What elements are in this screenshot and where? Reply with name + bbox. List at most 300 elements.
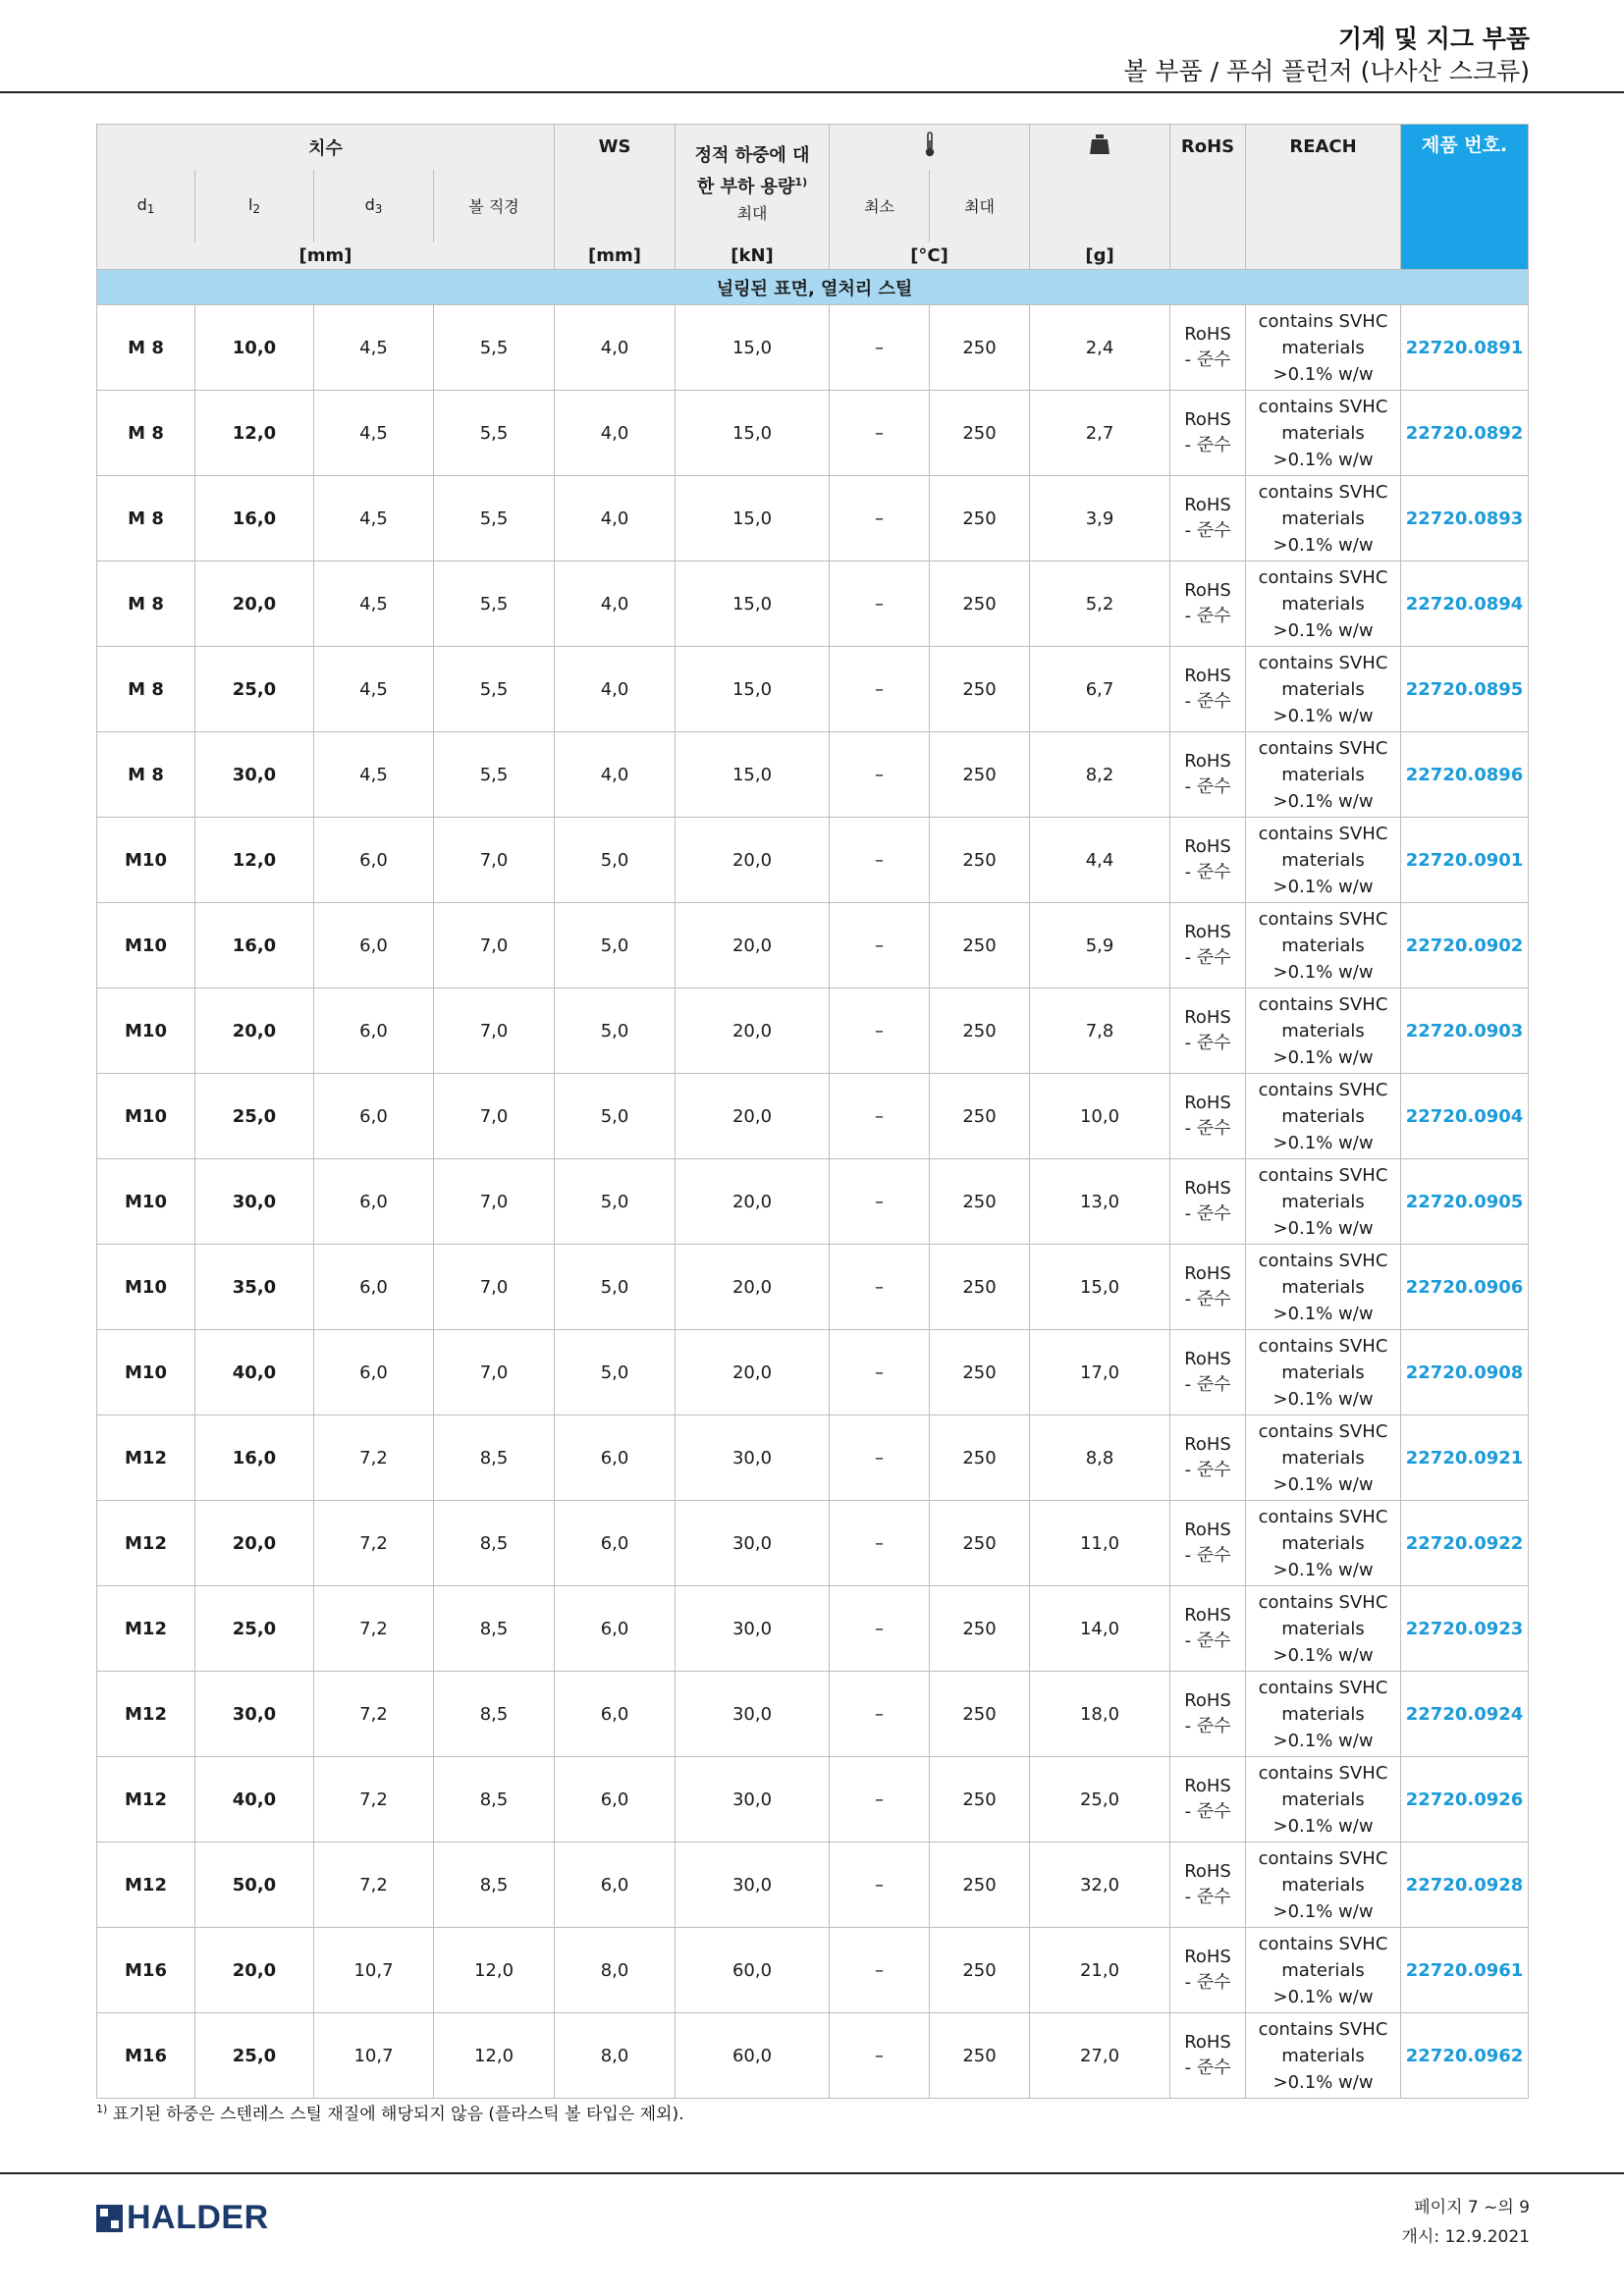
cell-d3: 6,0 bbox=[314, 903, 434, 988]
table-row bbox=[97, 903, 1529, 988]
part-number-header: 제품 번호. bbox=[1401, 125, 1529, 270]
table-row bbox=[97, 1330, 1529, 1415]
cell-weight: 7,8 bbox=[1030, 988, 1170, 1074]
cell-d1: M 8 bbox=[97, 647, 195, 732]
cell-l2: 25,0 bbox=[195, 1586, 314, 1672]
cell-weight: 11,0 bbox=[1030, 1501, 1170, 1586]
cell-d3: 6,0 bbox=[314, 1245, 434, 1330]
cell-weight: 14,0 bbox=[1030, 1586, 1170, 1672]
cell-ball-diameter: 12,0 bbox=[434, 2013, 555, 2099]
cell-l2: 30,0 bbox=[195, 1672, 314, 1757]
part-number-link[interactable]: 22720.0891 bbox=[1401, 305, 1529, 391]
cell-ws: 4,0 bbox=[555, 647, 676, 732]
table-row bbox=[97, 1159, 1529, 1245]
document-subtitle: 볼 부품 / 푸쉬 플런저 (나사산 스크류) bbox=[1123, 57, 1530, 85]
cell-d1: M12 bbox=[97, 1586, 195, 1672]
part-number-link[interactable]: 22720.0921 bbox=[1401, 1415, 1529, 1501]
cell-temp-min: – bbox=[830, 1245, 930, 1330]
header-divider bbox=[0, 91, 1624, 93]
halder-logo: HALDER bbox=[96, 2199, 269, 2237]
cell-d1: M10 bbox=[97, 1159, 195, 1245]
cell-ws: 6,0 bbox=[555, 1586, 676, 1672]
cell-d3: 6,0 bbox=[314, 1074, 434, 1159]
cell-d3: 7,2 bbox=[314, 1415, 434, 1501]
cell-reach: contains SVHC materials >0.1% w/w bbox=[1246, 818, 1401, 903]
cell-weight: 6,7 bbox=[1030, 647, 1170, 732]
cell-reach: contains SVHC materials >0.1% w/w bbox=[1246, 1586, 1401, 1672]
cell-d3: 10,7 bbox=[314, 2013, 434, 2099]
cell-reach: contains SVHC materials >0.1% w/w bbox=[1246, 561, 1401, 647]
temperature-header bbox=[830, 125, 1030, 170]
cell-weight: 25,0 bbox=[1030, 1757, 1170, 1842]
cell-ball-diameter: 7,0 bbox=[434, 1245, 555, 1330]
cell-weight: 17,0 bbox=[1030, 1330, 1170, 1415]
cell-load: 15,0 bbox=[676, 647, 830, 732]
cell-load: 30,0 bbox=[676, 1586, 830, 1672]
cell-rohs: RoHS - 준수 bbox=[1170, 305, 1246, 391]
cell-ball-diameter: 5,5 bbox=[434, 561, 555, 647]
cell-temp-max: 250 bbox=[930, 988, 1030, 1074]
cell-temp-min: – bbox=[830, 988, 930, 1074]
cell-weight: 32,0 bbox=[1030, 1842, 1170, 1928]
table-row bbox=[97, 305, 1529, 391]
table-row bbox=[97, 1501, 1529, 1586]
cell-temp-max: 250 bbox=[930, 1074, 1030, 1159]
cell-reach: contains SVHC materials >0.1% w/w bbox=[1246, 1415, 1401, 1501]
cell-load: 20,0 bbox=[676, 903, 830, 988]
l2-header: $l_2$ bbox=[195, 170, 314, 242]
cell-l2: 35,0 bbox=[195, 1245, 314, 1330]
cell-weight: 21,0 bbox=[1030, 1928, 1170, 2013]
cell-d3: 4,5 bbox=[314, 391, 434, 476]
cell-load: 20,0 bbox=[676, 1245, 830, 1330]
cell-d1: M10 bbox=[97, 1330, 195, 1415]
cell-d3: 7,2 bbox=[314, 1586, 434, 1672]
cell-rohs: RoHS - 준수 bbox=[1170, 1842, 1246, 1928]
cell-reach: contains SVHC materials >0.1% w/w bbox=[1246, 1672, 1401, 1757]
cell-ball-diameter: 7,0 bbox=[434, 818, 555, 903]
halder-logo-icon bbox=[96, 2205, 123, 2232]
cell-d3: 6,0 bbox=[314, 818, 434, 903]
cell-load: 20,0 bbox=[676, 1159, 830, 1245]
cell-ball-diameter: 8,5 bbox=[434, 1842, 555, 1928]
cell-temp-min: – bbox=[830, 476, 930, 561]
part-number-link[interactable]: 22720.0901 bbox=[1401, 818, 1529, 903]
cell-temp-max: 250 bbox=[930, 732, 1030, 818]
cell-d3: 6,0 bbox=[314, 988, 434, 1074]
cell-weight: 8,2 bbox=[1030, 732, 1170, 818]
cell-d3: 4,5 bbox=[314, 305, 434, 391]
part-number-link[interactable]: 22720.0894 bbox=[1401, 561, 1529, 647]
cell-reach: contains SVHC materials >0.1% w/w bbox=[1246, 732, 1401, 818]
cell-load: 30,0 bbox=[676, 1672, 830, 1757]
cell-temp-min: – bbox=[830, 1928, 930, 2013]
part-number-link[interactable]: 22720.0904 bbox=[1401, 1074, 1529, 1159]
cell-ws: 8,0 bbox=[555, 1928, 676, 2013]
cell-temp-min: – bbox=[830, 391, 930, 476]
cell-rohs: RoHS - 준수 bbox=[1170, 1928, 1246, 2013]
cell-rohs: RoHS - 준수 bbox=[1170, 818, 1246, 903]
part-number-link[interactable]: 22720.0906 bbox=[1401, 1245, 1529, 1330]
cell-temp-min: – bbox=[830, 561, 930, 647]
cell-rohs: RoHS - 준수 bbox=[1170, 1159, 1246, 1245]
cell-l2: 30,0 bbox=[195, 1159, 314, 1245]
table-row bbox=[97, 988, 1529, 1074]
load-unit: [kN] bbox=[676, 242, 830, 270]
cell-ball-diameter: 5,5 bbox=[434, 647, 555, 732]
cell-temp-min: – bbox=[830, 1159, 930, 1245]
table-row bbox=[97, 1672, 1529, 1757]
part-number-link[interactable]: 22720.0905 bbox=[1401, 1159, 1529, 1245]
cell-weight: 3,9 bbox=[1030, 476, 1170, 561]
part-number-link[interactable]: 22720.0908 bbox=[1401, 1330, 1529, 1415]
cell-ws: 6,0 bbox=[555, 1501, 676, 1586]
cell-load: 30,0 bbox=[676, 1842, 830, 1928]
cell-rohs: RoHS - 준수 bbox=[1170, 1245, 1246, 1330]
cell-reach: contains SVHC materials >0.1% w/w bbox=[1246, 647, 1401, 732]
part-number-link[interactable]: 22720.0926 bbox=[1401, 1757, 1529, 1842]
cell-d1: M12 bbox=[97, 1672, 195, 1757]
cell-weight: 13,0 bbox=[1030, 1159, 1170, 1245]
cell-load: 30,0 bbox=[676, 1757, 830, 1842]
weight-unit: [g] bbox=[1030, 242, 1170, 270]
cell-temp-max: 250 bbox=[930, 305, 1030, 391]
cell-d1: M12 bbox=[97, 1415, 195, 1501]
table-row bbox=[97, 1842, 1529, 1928]
cell-ws: 5,0 bbox=[555, 1245, 676, 1330]
cell-ws: 4,0 bbox=[555, 305, 676, 391]
cell-reach: contains SVHC materials >0.1% w/w bbox=[1246, 1330, 1401, 1415]
cell-rohs: RoHS - 준수 bbox=[1170, 1330, 1246, 1415]
cell-weight: 18,0 bbox=[1030, 1672, 1170, 1757]
cell-reach: contains SVHC materials >0.1% w/w bbox=[1246, 2013, 1401, 2099]
cell-weight: 27,0 bbox=[1030, 2013, 1170, 2099]
cell-temp-min: – bbox=[830, 732, 930, 818]
ws-unit: [mm] bbox=[555, 242, 676, 270]
cell-weight: 5,9 bbox=[1030, 903, 1170, 988]
cell-d1: M 8 bbox=[97, 732, 195, 818]
cell-temp-max: 250 bbox=[930, 1159, 1030, 1245]
cell-weight: 2,7 bbox=[1030, 391, 1170, 476]
cell-l2: 12,0 bbox=[195, 391, 314, 476]
table-row bbox=[97, 818, 1529, 903]
cell-rohs: RoHS - 준수 bbox=[1170, 1586, 1246, 1672]
cell-d3: 7,2 bbox=[314, 1842, 434, 1928]
ball-diameter-header: 볼 직경 bbox=[434, 170, 555, 242]
cell-weight: 2,4 bbox=[1030, 305, 1170, 391]
cell-rohs: RoHS - 준수 bbox=[1170, 476, 1246, 561]
cell-ball-diameter: 7,0 bbox=[434, 1159, 555, 1245]
cell-ball-diameter: 8,5 bbox=[434, 1757, 555, 1842]
ws-header: WS bbox=[555, 125, 676, 170]
cell-rohs: RoHS - 준수 bbox=[1170, 391, 1246, 476]
cell-ball-diameter: 8,5 bbox=[434, 1415, 555, 1501]
cell-rohs: RoHS - 준수 bbox=[1170, 903, 1246, 988]
part-number-link[interactable]: 22720.0902 bbox=[1401, 903, 1529, 988]
table-row bbox=[97, 647, 1529, 732]
cell-d1: M10 bbox=[97, 988, 195, 1074]
cell-l2: 25,0 bbox=[195, 647, 314, 732]
cell-weight: 15,0 bbox=[1030, 1245, 1170, 1330]
cell-temp-max: 250 bbox=[930, 391, 1030, 476]
cell-temp-max: 250 bbox=[930, 561, 1030, 647]
cell-l2: 10,0 bbox=[195, 305, 314, 391]
cell-temp-max: 250 bbox=[930, 476, 1030, 561]
cell-d1: M12 bbox=[97, 1757, 195, 1842]
table-row bbox=[97, 561, 1529, 647]
cell-ws: 5,0 bbox=[555, 988, 676, 1074]
cell-temp-max: 250 bbox=[930, 1586, 1030, 1672]
cell-d1: M12 bbox=[97, 1501, 195, 1586]
cell-temp-min: – bbox=[830, 1330, 930, 1415]
cell-temp-max: 250 bbox=[930, 1757, 1030, 1842]
cell-d3: 4,5 bbox=[314, 732, 434, 818]
cell-load: 60,0 bbox=[676, 1928, 830, 2013]
cell-d1: M 8 bbox=[97, 305, 195, 391]
cell-ws: 8,0 bbox=[555, 2013, 676, 2099]
cell-ball-diameter: 7,0 bbox=[434, 1074, 555, 1159]
issue-date: 개시: 12.9.2021 bbox=[1401, 2227, 1530, 2247]
cell-d1: M12 bbox=[97, 1842, 195, 1928]
cell-reach: contains SVHC materials >0.1% w/w bbox=[1246, 1842, 1401, 1928]
cell-temp-min: – bbox=[830, 2013, 930, 2099]
cell-d1: M 8 bbox=[97, 561, 195, 647]
cell-ws: 6,0 bbox=[555, 1415, 676, 1501]
cell-ws: 5,0 bbox=[555, 903, 676, 988]
cell-temp-min: – bbox=[830, 1757, 930, 1842]
cell-ws: 5,0 bbox=[555, 1074, 676, 1159]
cell-ball-diameter: 7,0 bbox=[434, 1330, 555, 1415]
cell-d1: M16 bbox=[97, 1928, 195, 2013]
cell-temp-max: 250 bbox=[930, 1842, 1030, 1928]
cell-d1: M10 bbox=[97, 1245, 195, 1330]
cell-rohs: RoHS - 준수 bbox=[1170, 1074, 1246, 1159]
cell-ball-diameter: 7,0 bbox=[434, 988, 555, 1074]
cell-l2: 50,0 bbox=[195, 1842, 314, 1928]
section-label: 널링된 표면, 열처리 스틸 bbox=[97, 270, 1529, 305]
cell-l2: 16,0 bbox=[195, 1415, 314, 1501]
cell-d1: M10 bbox=[97, 1074, 195, 1159]
cell-l2: 40,0 bbox=[195, 1330, 314, 1415]
cell-reach: contains SVHC materials >0.1% w/w bbox=[1246, 903, 1401, 988]
table-row bbox=[97, 732, 1529, 818]
cell-load: 15,0 bbox=[676, 561, 830, 647]
cell-load: 15,0 bbox=[676, 391, 830, 476]
part-number-link[interactable]: 22720.0922 bbox=[1401, 1501, 1529, 1586]
cell-ws: 4,0 bbox=[555, 732, 676, 818]
cell-load: 20,0 bbox=[676, 1074, 830, 1159]
cell-ws: 6,0 bbox=[555, 1842, 676, 1928]
part-number-link[interactable]: 22720.0961 bbox=[1401, 1928, 1529, 2013]
weight-header bbox=[1030, 125, 1170, 170]
table-row bbox=[97, 391, 1529, 476]
cell-load: 20,0 bbox=[676, 1330, 830, 1415]
cell-d1: M10 bbox=[97, 818, 195, 903]
cell-temp-max: 250 bbox=[930, 1330, 1030, 1415]
cell-l2: 20,0 bbox=[195, 1501, 314, 1586]
cell-rohs: RoHS - 준수 bbox=[1170, 732, 1246, 818]
cell-ws: 4,0 bbox=[555, 561, 676, 647]
cell-temp-max: 250 bbox=[930, 1501, 1030, 1586]
product-spec-table bbox=[96, 124, 1529, 2099]
table-row bbox=[97, 1245, 1529, 1330]
cell-load: 15,0 bbox=[676, 476, 830, 561]
cell-ball-diameter: 5,5 bbox=[434, 305, 555, 391]
cell-temp-min: – bbox=[830, 647, 930, 732]
cell-l2: 25,0 bbox=[195, 2013, 314, 2099]
cell-d3: 4,5 bbox=[314, 647, 434, 732]
cell-temp-max: 250 bbox=[930, 818, 1030, 903]
thermometer-icon bbox=[923, 131, 937, 158]
table-row bbox=[97, 1415, 1529, 1501]
cell-reach: contains SVHC materials >0.1% w/w bbox=[1246, 1928, 1401, 2013]
cell-rohs: RoHS - 준수 bbox=[1170, 1415, 1246, 1501]
document-title: 기계 및 지그 부품 bbox=[1337, 25, 1530, 53]
cell-d3: 7,2 bbox=[314, 1672, 434, 1757]
cell-d1: M10 bbox=[97, 903, 195, 988]
cell-l2: 20,0 bbox=[195, 561, 314, 647]
footer-divider bbox=[0, 2172, 1624, 2174]
cell-load: 15,0 bbox=[676, 732, 830, 818]
temperature-unit: [°C] bbox=[830, 242, 1030, 270]
cell-temp-min: – bbox=[830, 1501, 930, 1586]
part-number-link[interactable]: 22720.0928 bbox=[1401, 1842, 1529, 1928]
part-number-link[interactable]: 22720.0924 bbox=[1401, 1672, 1529, 1757]
cell-rohs: RoHS - 준수 bbox=[1170, 647, 1246, 732]
cell-d1: M 8 bbox=[97, 391, 195, 476]
cell-ws: 6,0 bbox=[555, 1757, 676, 1842]
cell-temp-max: 250 bbox=[930, 1415, 1030, 1501]
cell-ws: 4,0 bbox=[555, 476, 676, 561]
table-row bbox=[97, 1757, 1529, 1842]
cell-reach: contains SVHC materials >0.1% w/w bbox=[1246, 1245, 1401, 1330]
cell-ws: 5,0 bbox=[555, 1330, 676, 1415]
cell-l2: 25,0 bbox=[195, 1074, 314, 1159]
cell-temp-min: – bbox=[830, 1842, 930, 1928]
cell-d3: 10,7 bbox=[314, 1928, 434, 2013]
cell-load: 15,0 bbox=[676, 305, 830, 391]
cell-weight: 8,8 bbox=[1030, 1415, 1170, 1501]
cell-l2: 20,0 bbox=[195, 988, 314, 1074]
cell-temp-min: – bbox=[830, 305, 930, 391]
cell-load: 30,0 bbox=[676, 1415, 830, 1501]
cell-ball-diameter: 5,5 bbox=[434, 732, 555, 818]
reach-header: REACH bbox=[1246, 125, 1401, 170]
cell-temp-max: 250 bbox=[930, 647, 1030, 732]
cell-temp-min: – bbox=[830, 903, 930, 988]
table-row bbox=[97, 1928, 1529, 2013]
cell-temp-min: – bbox=[830, 1415, 930, 1501]
cell-weight: 10,0 bbox=[1030, 1074, 1170, 1159]
cell-reach: contains SVHC materials >0.1% w/w bbox=[1246, 1757, 1401, 1842]
d1-header: $d_1$ bbox=[97, 170, 195, 242]
table-row bbox=[97, 476, 1529, 561]
cell-d1: M 8 bbox=[97, 476, 195, 561]
cell-load: 60,0 bbox=[676, 2013, 830, 2099]
part-number-link[interactable]: 22720.0893 bbox=[1401, 476, 1529, 561]
weight-icon bbox=[1088, 133, 1111, 156]
cell-temp-max: 250 bbox=[930, 903, 1030, 988]
cell-d1: M16 bbox=[97, 2013, 195, 2099]
cell-rohs: RoHS - 준수 bbox=[1170, 1501, 1246, 1586]
cell-reach: contains SVHC materials >0.1% w/w bbox=[1246, 988, 1401, 1074]
cell-ball-diameter: 5,5 bbox=[434, 476, 555, 561]
cell-load: 20,0 bbox=[676, 988, 830, 1074]
cell-ball-diameter: 5,5 bbox=[434, 391, 555, 476]
cell-ws: 5,0 bbox=[555, 1159, 676, 1245]
cell-rohs: RoHS - 준수 bbox=[1170, 1757, 1246, 1842]
temp-max-header: 최대 bbox=[930, 170, 1030, 242]
page-number: 페이지 7 ~의 9 bbox=[1414, 2198, 1530, 2217]
part-number-link[interactable]: 22720.0962 bbox=[1401, 2013, 1529, 2099]
dimensions-unit: [mm] bbox=[97, 242, 555, 270]
cell-l2: 40,0 bbox=[195, 1757, 314, 1842]
part-number-link[interactable]: 22720.0923 bbox=[1401, 1586, 1529, 1672]
cell-rohs: RoHS - 준수 bbox=[1170, 988, 1246, 1074]
cell-l2: 16,0 bbox=[195, 476, 314, 561]
cell-d3: 4,5 bbox=[314, 476, 434, 561]
cell-rohs: RoHS - 준수 bbox=[1170, 561, 1246, 647]
cell-ball-diameter: 8,5 bbox=[434, 1672, 555, 1757]
cell-reach: contains SVHC materials >0.1% w/w bbox=[1246, 391, 1401, 476]
cell-l2: 12,0 bbox=[195, 818, 314, 903]
cell-reach: contains SVHC materials >0.1% w/w bbox=[1246, 1159, 1401, 1245]
cell-reach: contains SVHC materials >0.1% w/w bbox=[1246, 305, 1401, 391]
cell-d3: 6,0 bbox=[314, 1159, 434, 1245]
part-number-link[interactable]: 22720.0903 bbox=[1401, 988, 1529, 1074]
cell-ball-diameter: 7,0 bbox=[434, 903, 555, 988]
cell-temp-max: 250 bbox=[930, 2013, 1030, 2099]
dimensions-header: 치수 bbox=[97, 125, 555, 170]
temp-min-header: 최소 bbox=[830, 170, 930, 242]
rohs-header: RoHS bbox=[1170, 125, 1246, 170]
footnote: $^{1)}$ 표기된 하중은 스텐레스 스틸 재질에 해당되지 않음 (플라스틱 볼 타입은 제외). bbox=[96, 2103, 684, 2124]
cell-weight: 5,2 bbox=[1030, 561, 1170, 647]
cell-reach: contains SVHC materials >0.1% w/w bbox=[1246, 1074, 1401, 1159]
cell-ws: 4,0 bbox=[555, 391, 676, 476]
cell-d3: 6,0 bbox=[314, 1330, 434, 1415]
cell-rohs: RoHS - 준수 bbox=[1170, 2013, 1246, 2099]
cell-rohs: RoHS - 준수 bbox=[1170, 1672, 1246, 1757]
cell-ws: 5,0 bbox=[555, 818, 676, 903]
cell-ball-diameter: 8,5 bbox=[434, 1501, 555, 1586]
load-capacity-header: 정적 하중에 대 한 부하 용량$^{1)}$ 최대 bbox=[676, 125, 830, 242]
cell-reach: contains SVHC materials >0.1% w/w bbox=[1246, 1501, 1401, 1586]
cell-load: 30,0 bbox=[676, 1501, 830, 1586]
cell-temp-min: – bbox=[830, 1586, 930, 1672]
cell-d3: 7,2 bbox=[314, 1501, 434, 1586]
cell-l2: 30,0 bbox=[195, 732, 314, 818]
cell-temp-max: 250 bbox=[930, 1245, 1030, 1330]
part-number-link[interactable]: 22720.0892 bbox=[1401, 391, 1529, 476]
cell-temp-min: – bbox=[830, 818, 930, 903]
table-row bbox=[97, 1586, 1529, 1672]
cell-ball-diameter: 8,5 bbox=[434, 1586, 555, 1672]
cell-ws: 6,0 bbox=[555, 1672, 676, 1757]
cell-temp-min: – bbox=[830, 1074, 930, 1159]
part-number-link[interactable]: 22720.0895 bbox=[1401, 647, 1529, 732]
cell-temp-max: 250 bbox=[930, 1672, 1030, 1757]
cell-weight: 4,4 bbox=[1030, 818, 1170, 903]
cell-d3: 4,5 bbox=[314, 561, 434, 647]
table-row bbox=[97, 1074, 1529, 1159]
part-number-link[interactable]: 22720.0896 bbox=[1401, 732, 1529, 818]
cell-load: 20,0 bbox=[676, 818, 830, 903]
cell-reach: contains SVHC materials >0.1% w/w bbox=[1246, 476, 1401, 561]
cell-temp-max: 250 bbox=[930, 1928, 1030, 2013]
cell-d3: 7,2 bbox=[314, 1757, 434, 1842]
d3-header: $d_3$ bbox=[314, 170, 434, 242]
